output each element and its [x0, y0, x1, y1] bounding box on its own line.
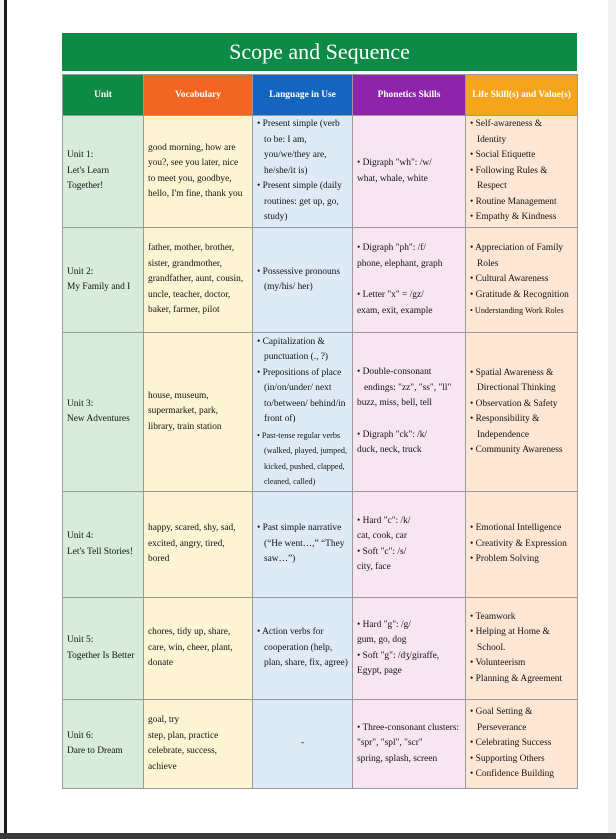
bottom-bar — [0, 833, 616, 839]
unit-title: Together! — [67, 181, 104, 192]
vocabulary-cell — [144, 228, 253, 333]
life-skill-item: • Goal Setting & Perseverance — [470, 707, 533, 733]
language-item: • Prepositions of place (in/on/under/ next to/between/ behind/in front of) — [257, 367, 346, 424]
life-skill-item: • Volunteerism — [470, 658, 526, 669]
life-skill-item: • Following Rules & Respect — [470, 165, 548, 192]
unit-number: Unit 3: — [67, 398, 94, 409]
header-language-in-use: Language in Use — [253, 75, 353, 116]
phonetics-item: • Digraph "wh": /w/ — [357, 158, 432, 168]
unit-number: Unit 6: — [67, 730, 94, 741]
life-skill-item: • Confidence Building — [470, 769, 554, 780]
scope-sequence-table — [62, 74, 578, 789]
phonetics-item: "spr", "spl", "scr" — [357, 738, 423, 749]
header-unit: Unit — [63, 75, 144, 116]
phonetics-cell — [353, 116, 466, 228]
unit-cell — [63, 116, 144, 228]
vocabulary-line: grandfather, aunt, cousin, — [148, 274, 244, 285]
page-edge-shadow — [4, 0, 7, 835]
unit-cell — [63, 598, 144, 700]
phonetics-item: duck, neck, truck — [357, 445, 422, 456]
life-skill-item: • Social Etiquette — [470, 150, 536, 161]
phonetics-item: • Soft "c": /s/ — [357, 546, 407, 557]
phonetics-item: spring, splash, screen — [357, 753, 438, 764]
language-item: • Present simple (verb to be: I am, you/we/they are, he/she/it is) — [257, 119, 340, 176]
life-skill-item: • Gratitude & Recognition — [470, 289, 569, 300]
phonetics-cell — [353, 492, 466, 598]
phonetics-item: • Soft "g": /dʒ/giraffe, — [357, 650, 440, 661]
life-skills-cell — [466, 598, 578, 700]
phonetics-item: buzz, miss, bell, tell — [357, 398, 432, 409]
unit-title: Together Is Better — [67, 650, 135, 661]
life-skill-item: • Celebrating Success — [470, 738, 552, 749]
vocabulary-line: hello, I'm fine, thank you — [148, 189, 243, 199]
life-skill-item: • Supporting Others — [470, 753, 545, 764]
phonetics-cell — [353, 700, 466, 789]
unit-number: Unit 1: — [67, 150, 94, 161]
life-skill-item: • Understanding Work Roles — [470, 306, 564, 316]
life-skills-cell — [466, 116, 578, 228]
vocabulary-cell — [144, 333, 253, 492]
unit-cell — [63, 228, 144, 333]
phonetics-item: city, face — [357, 562, 391, 572]
phonetics-item: what, whale, white — [357, 173, 428, 184]
language-cell — [253, 492, 353, 598]
life-skill-item: • Cultural Awareness — [470, 274, 549, 285]
unit-number: Unit 5: — [67, 635, 94, 645]
unit-cell — [63, 700, 144, 789]
life-skill-item: • Responsibility & Independence — [470, 414, 540, 440]
page-title: Scope and Sequence — [62, 33, 577, 71]
vocabulary-line: house, museum, — [148, 390, 209, 401]
life-skill-item: • Planning & Agreement — [470, 673, 563, 684]
unit-title: Let's Tell Stories! — [67, 546, 133, 557]
spacer — [357, 272, 461, 288]
life-skill-item: • Creativity & Expression — [470, 538, 567, 549]
language-cell — [253, 228, 353, 333]
language-item: • Possessive pronouns (my/his/ her) — [257, 266, 340, 292]
life-skills-cell — [466, 333, 578, 492]
vocabulary-cell — [144, 700, 253, 789]
vocabulary-cell — [144, 492, 253, 598]
table-row — [63, 116, 578, 228]
vocabulary-line: baker, farmer, pilot — [148, 305, 220, 316]
language-item: • Present simple (daily routines: get up, go, study) — [257, 181, 342, 223]
language-item: • Action verbs for cooperation (help, plan, share, fix, agree) — [257, 627, 348, 669]
header-life-skills: Life Skill(s) and Value(s) — [466, 75, 578, 116]
life-skill-item: • Self-awareness & Identity — [470, 119, 543, 145]
life-skill-item: • Appreciation of Family Roles — [470, 243, 564, 269]
life-skills-cell — [466, 700, 578, 789]
life-skill-item: • Empathy & Kindness — [470, 212, 557, 223]
language-cell — [253, 333, 353, 492]
vocabulary-line: care, win, cheer, plant, — [148, 642, 233, 653]
phonetics-item: cat, cook, car — [357, 531, 407, 541]
language-item: • Past-tense regular verbs (walked, played, jumped, kicked, pushed, clapped, cleaned, called) — [257, 430, 347, 486]
phonetics-item: gum, go, dog — [357, 635, 407, 645]
table-row — [63, 228, 578, 333]
phonetics-cell — [353, 598, 466, 700]
language-item: - — [300, 738, 305, 749]
life-skills-cell — [466, 492, 578, 598]
phonetics-cell — [353, 333, 466, 492]
vocabulary-cell — [144, 598, 253, 700]
language-cell — [253, 700, 353, 789]
header-vocabulary: Vocabulary — [144, 75, 253, 116]
phonetics-cell — [353, 228, 466, 333]
unit-cell — [63, 333, 144, 492]
phonetics-item: • Double-consonant endings: "zz", "ss", "ll" — [357, 367, 452, 393]
life-skill-item: • Community Awareness — [470, 445, 563, 455]
vocabulary-line: supermarket, park, — [148, 406, 219, 417]
header-row — [63, 75, 578, 116]
unit-title: My Family and I — [67, 282, 131, 292]
phonetics-item: • Hard "g": /g/ — [357, 619, 411, 630]
vocabulary-line: good morning, how are — [148, 142, 236, 153]
vocabulary-line: to meet you, goodbye, — [148, 173, 232, 184]
table-row — [63, 333, 578, 492]
vocabulary-line: library, train station — [148, 421, 222, 432]
phonetics-item: • Letter "x" = /gz/ — [357, 290, 424, 300]
life-skill-item: • Teamwork — [470, 611, 516, 622]
vocabulary-line: sister, grandmother, — [148, 258, 222, 269]
language-item: • Capitalization & punctuation (., ?) — [257, 336, 329, 362]
vocabulary-line: donate — [148, 658, 173, 669]
table-row — [63, 700, 578, 789]
unit-title: New Adventures — [67, 414, 130, 424]
life-skill-item: • Problem Solving — [470, 554, 539, 565]
phonetics-item: • Digraph "ck": /k/ — [357, 429, 428, 440]
table-row — [63, 598, 578, 700]
life-skill-item: • Routine Management — [470, 196, 557, 207]
vocabulary-line: you?, see you later, nice — [148, 158, 239, 168]
header-phonetics-skills: Phonetics Skills — [353, 75, 466, 116]
vocabulary-line: chores, tidy up, share, — [148, 627, 231, 638]
vocabulary-line: celebrate, success, — [148, 746, 217, 756]
unit-number: Unit 2: — [67, 266, 94, 277]
life-skill-item: • Helping at Home & School. — [470, 627, 550, 653]
language-cell — [253, 116, 353, 228]
vocabulary-line: bored — [148, 554, 170, 565]
vocabulary-line: achieve — [148, 761, 177, 772]
life-skill-item: • Spatial Awareness & Directional Thinking — [470, 367, 556, 393]
unit-number: Unit 4: — [67, 531, 94, 541]
unit-title: Let's Learn — [67, 165, 110, 176]
vocabulary-line: goal, try — [148, 715, 180, 725]
phonetics-item: Egypt, page — [357, 666, 402, 676]
life-skills-cell — [466, 228, 578, 333]
vocabulary-line: excited, angry, tired, — [148, 538, 225, 549]
phonetics-item: • Hard "c": /k/ — [357, 515, 411, 526]
life-skill-item: • Emotional Intelligence — [470, 523, 562, 534]
life-skill-item: • Observation & Safety — [470, 398, 558, 409]
unit-title: Dare to Dream — [67, 746, 123, 756]
phonetics-item: phone, elephant, graph — [357, 258, 443, 269]
phonetics-item: exam, exit, example — [357, 305, 433, 316]
vocabulary-line: father, mother, brother, — [148, 243, 235, 254]
table-row — [63, 492, 578, 598]
phonetics-item: • Digraph "ph": /f/ — [357, 243, 426, 253]
language-cell — [253, 598, 353, 700]
phonetics-item: • Three-consonant clusters: — [357, 722, 460, 733]
language-item: • Past simple narrative (“He went…,” “They saw…”) — [257, 523, 345, 565]
spacer — [357, 412, 461, 428]
vocabulary-line: step, plan, practice — [148, 730, 219, 741]
vocabulary-cell — [144, 116, 253, 228]
unit-cell — [63, 492, 144, 598]
vocabulary-line: uncle, teacher, doctor, — [148, 289, 231, 300]
vocabulary-line: happy, scared, shy, sad, — [148, 523, 236, 534]
